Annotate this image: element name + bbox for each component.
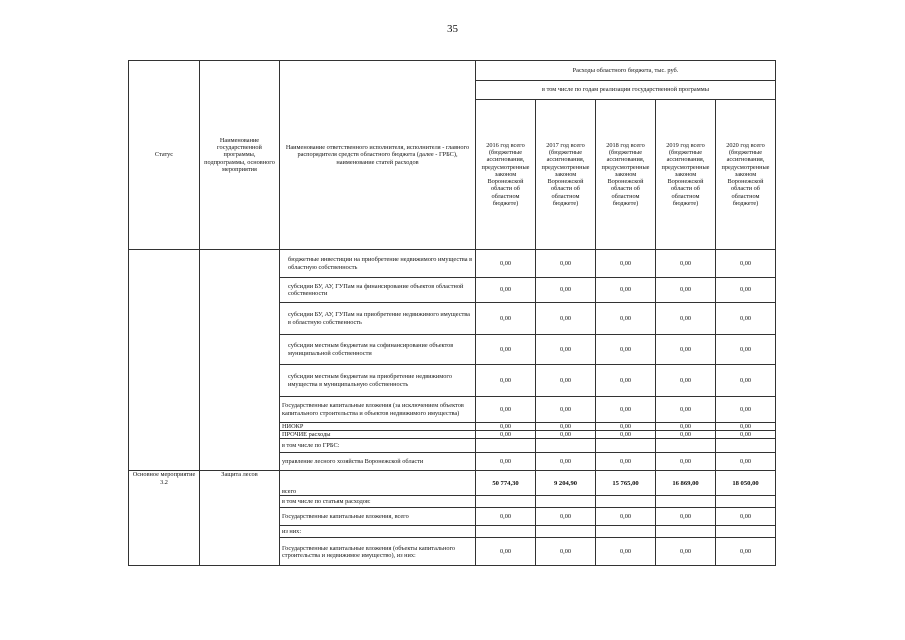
value-cell: 0,00	[656, 423, 716, 431]
value-cell: 18 050,00	[716, 471, 776, 496]
value-cell: 0,00	[476, 397, 536, 423]
row-label: субсидии БУ, АУ, ГУПам на приобретение недвижимого имущества в областную собственность	[280, 303, 476, 335]
header-year-2019: 2019 год всего (бюджетные ассигнования, предусмотренные законом Воронежской области об областном бюджете)	[656, 100, 716, 250]
value-cell: 0,00	[476, 250, 536, 278]
value-cell: 0,00	[536, 278, 596, 303]
program-cell-empty	[200, 250, 280, 471]
value-cell: 0,00	[536, 431, 596, 439]
value-cell: 0,00	[596, 538, 656, 566]
value-cell: 0,00	[596, 365, 656, 397]
row-label: субсидии местным бюджетам на приобретение недвижимого имущества в муниципальную собственность	[280, 365, 476, 397]
row-label: ПРОЧИЕ расходы	[280, 431, 476, 439]
row-label: Государственные капитальные вложения (объекты капитального строительства и недвижимое имущество), из них:	[280, 538, 476, 566]
value-cell: 15 765,00	[596, 471, 656, 496]
value-cell: 0,00	[596, 278, 656, 303]
row-label: субсидии местным бюджетам на софинансирование объектов муниципальной собственности	[280, 335, 476, 365]
value-cell: 0,00	[476, 303, 536, 335]
value-cell: 0,00	[536, 335, 596, 365]
activity-status: Основное мероприятие 3.2	[129, 471, 200, 566]
value-cell: 0,00	[536, 453, 596, 471]
value-cell: 0,00	[596, 423, 656, 431]
value-cell: 0,00	[656, 278, 716, 303]
value-cell: 0,00	[596, 303, 656, 335]
value-cell	[656, 526, 716, 538]
row-label: Государственные капитальные вложения, всего	[280, 508, 476, 526]
activity-name: Защита лесов	[200, 471, 280, 566]
value-cell: 0,00	[536, 423, 596, 431]
value-cell	[536, 526, 596, 538]
value-cell: 0,00	[536, 365, 596, 397]
value-cell: 0,00	[476, 278, 536, 303]
value-cell	[716, 439, 776, 453]
value-cell: 0,00	[596, 250, 656, 278]
value-cell	[656, 496, 716, 508]
value-cell: 0,00	[716, 431, 776, 439]
value-cell: 0,00	[716, 303, 776, 335]
status-cell-empty	[129, 250, 200, 471]
value-cell	[476, 526, 536, 538]
value-cell	[716, 496, 776, 508]
value-cell: 0,00	[536, 303, 596, 335]
value-cell: 0,00	[476, 453, 536, 471]
row-label: всего	[280, 471, 476, 496]
value-cell: 0,00	[476, 365, 536, 397]
row-label: субсидии БУ, АУ, ГУПам на финансирование объектов областной собственности	[280, 278, 476, 303]
budget-table	[128, 60, 776, 566]
value-cell: 0,00	[656, 250, 716, 278]
row-label: из них:	[280, 526, 476, 538]
header-program-name: Наименование государственной программы, подпрограммы, основного мероприятия	[200, 61, 280, 250]
value-cell: 0,00	[476, 423, 536, 431]
row-label: бюджетные инвестиции на приобретение недвижимого имущества в областную собственность	[280, 250, 476, 278]
table-row	[129, 250, 776, 278]
value-cell	[716, 526, 776, 538]
header-year-2017: 2017 год всего (бюджетные ассигнования, предусмотренные законом Воронежской области об областном бюджете)	[536, 100, 596, 250]
value-cell: 0,00	[476, 508, 536, 526]
header-year-2018: 2018 год всего (бюджетные ассигнования, предусмотренные законом Воронежской области об областном бюджете)	[596, 100, 656, 250]
header-by-years: в том числе по годам реализации государственной программы	[476, 81, 776, 100]
value-cell: 0,00	[716, 365, 776, 397]
value-cell: 0,00	[656, 453, 716, 471]
table-body	[129, 250, 776, 566]
value-cell: 0,00	[716, 397, 776, 423]
value-cell: 0,00	[716, 423, 776, 431]
header-executor: Наименование ответственного исполнителя, исполнителя - главного распорядителя средств областного бюджета (далее - ГРБС), наименование статей расходов	[280, 61, 476, 250]
value-cell	[536, 439, 596, 453]
value-cell	[596, 496, 656, 508]
value-cell	[596, 439, 656, 453]
value-cell: 0,00	[716, 250, 776, 278]
value-cell: 0,00	[716, 278, 776, 303]
value-cell: 0,00	[596, 397, 656, 423]
header-status: Статус	[129, 61, 200, 250]
header-year-2016: 2016 год всего (бюджетные ассигнования, предусмотренные законом Воронежской области об областном бюджете)	[476, 100, 536, 250]
value-cell: 0,00	[656, 538, 716, 566]
value-cell: 0,00	[536, 250, 596, 278]
value-cell: 0,00	[716, 508, 776, 526]
table-row	[129, 471, 776, 496]
value-cell: 0,00	[656, 303, 716, 335]
value-cell: 0,00	[596, 508, 656, 526]
value-cell: 0,00	[476, 538, 536, 566]
value-cell: 0,00	[656, 365, 716, 397]
value-cell: 0,00	[476, 335, 536, 365]
value-cell	[536, 496, 596, 508]
header-year-2020: 2020 год всего (бюджетные ассигнования, предусмотренные законом Воронежской области об областном бюджете)	[716, 100, 776, 250]
value-cell	[476, 439, 536, 453]
value-cell: 50 774,30	[476, 471, 536, 496]
row-label: в том числе по статьям расходов:	[280, 496, 476, 508]
value-cell: 0,00	[656, 431, 716, 439]
value-cell: 0,00	[536, 538, 596, 566]
value-cell	[656, 439, 716, 453]
value-cell: 0,00	[656, 508, 716, 526]
value-cell: 0,00	[596, 335, 656, 365]
value-cell: 9 204,90	[536, 471, 596, 496]
value-cell: 0,00	[596, 431, 656, 439]
value-cell: 16 869,00	[656, 471, 716, 496]
value-cell: 0,00	[716, 538, 776, 566]
value-cell: 0,00	[476, 431, 536, 439]
page-number: 35	[447, 23, 458, 35]
value-cell: 0,00	[536, 508, 596, 526]
row-label: НИОКР	[280, 423, 476, 431]
row-label: Государственные капитальные вложения (за исключением объектов капитального строительства и объектов недвижимого имущества)	[280, 397, 476, 423]
value-cell: 0,00	[536, 397, 596, 423]
value-cell: 0,00	[656, 397, 716, 423]
value-cell: 0,00	[716, 453, 776, 471]
row-label: управление лесного хозяйства Воронежской области	[280, 453, 476, 471]
value-cell: 0,00	[596, 453, 656, 471]
value-cell	[476, 496, 536, 508]
header-expenses: Расходы областного бюджета, тыс. руб.	[476, 61, 776, 81]
row-label: в том числе по ГРБС:	[280, 439, 476, 453]
value-cell: 0,00	[716, 335, 776, 365]
value-cell	[596, 526, 656, 538]
value-cell: 0,00	[656, 335, 716, 365]
